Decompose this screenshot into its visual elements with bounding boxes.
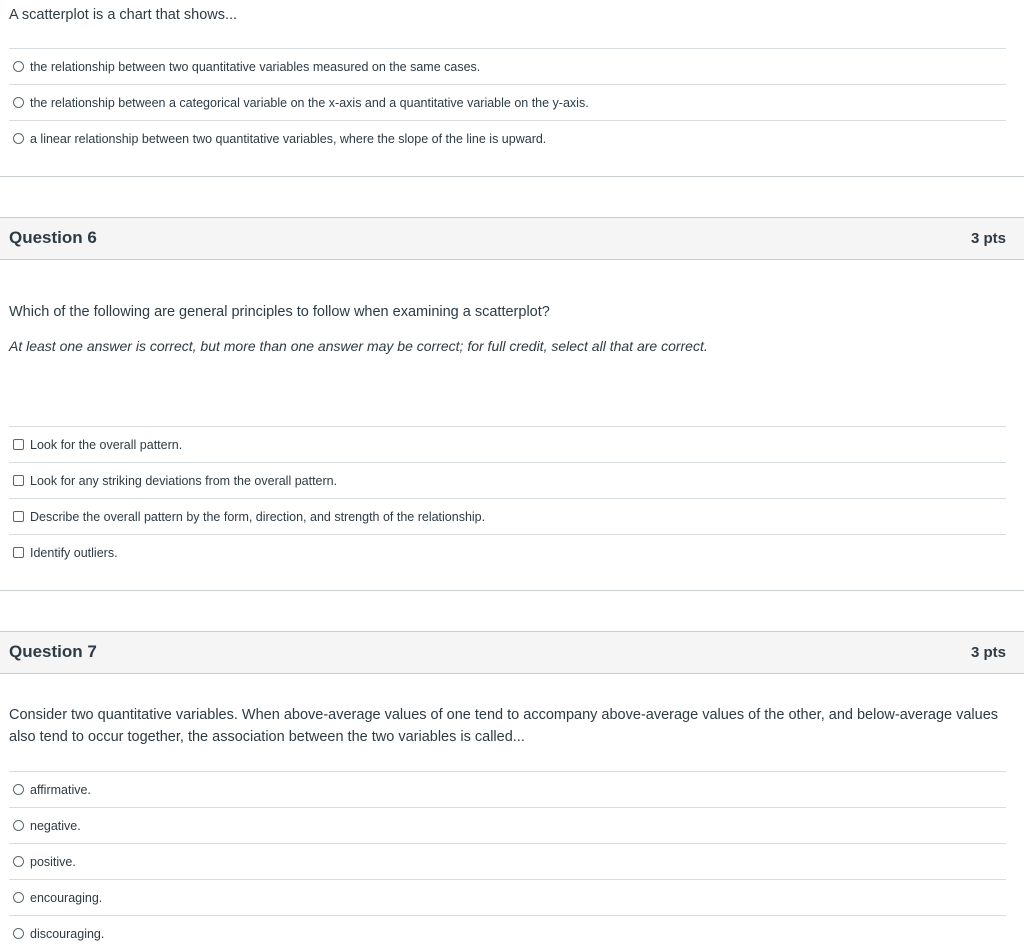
radio-button[interactable] xyxy=(13,820,24,831)
q6-answer-option[interactable] xyxy=(9,426,1006,462)
question-points: 3 pts xyxy=(970,230,1006,247)
q5-answer-option[interactable] xyxy=(9,120,1006,156)
question-separator xyxy=(0,176,1024,177)
question-separator xyxy=(0,590,1024,591)
radio-button[interactable] xyxy=(13,133,24,144)
question-6-instructions: At least one answer is correct, but more than one answer may be correct; for full credit, select all that are correct. xyxy=(9,338,708,354)
answer-label: discouraging. xyxy=(30,926,105,941)
q6-answer-option[interactable] xyxy=(9,534,1006,570)
question-5-answers xyxy=(9,48,1006,156)
checkbox[interactable] xyxy=(13,511,24,522)
answer-label: positive. xyxy=(30,854,76,869)
question-title: Question 7 xyxy=(9,642,97,661)
question-title: Question 6 xyxy=(9,228,97,247)
question-7-header xyxy=(0,631,1024,674)
radio-button[interactable] xyxy=(13,97,24,108)
checkbox[interactable] xyxy=(13,439,24,450)
q5-answer-option[interactable] xyxy=(9,48,1006,84)
answer-label: negative. xyxy=(30,818,81,833)
q7-answer-option[interactable] xyxy=(9,807,1006,843)
radio-button[interactable] xyxy=(13,856,24,867)
answer-label: affirmative. xyxy=(30,782,91,797)
checkbox[interactable] xyxy=(13,475,24,486)
answer-label: Describe the overall pattern by the form, direction, and strength of the relationship. xyxy=(30,509,486,524)
question-7-answers xyxy=(9,771,1006,951)
question-6-header xyxy=(0,217,1024,260)
question-7-text: Consider two quantitative variables. When above-average values of one tend to accompany above-average values of the other, and below-average values also tend to occur together, the association between the two variables is called... xyxy=(9,707,999,745)
radio-button[interactable] xyxy=(13,61,24,72)
question-6-text: Which of the following are general principles to follow when examining a scatterplot? xyxy=(9,304,550,320)
radio-button[interactable] xyxy=(13,892,24,903)
answer-label: encouraging. xyxy=(30,890,103,905)
question-6-answers xyxy=(9,426,1006,570)
answer-label: Look for the overall pattern. xyxy=(30,437,183,452)
q7-answer-option[interactable] xyxy=(9,771,1006,807)
answer-label: the relationship between two quantitative variables measured on the same cases. xyxy=(30,59,481,74)
radio-button[interactable] xyxy=(13,928,24,939)
question-points: 3 pts xyxy=(970,644,1006,661)
q6-answer-option[interactable] xyxy=(9,498,1006,534)
answer-label: the relationship between a categorical variable on the x-axis and a quantitative variable on the y-axis. xyxy=(30,95,589,110)
question-5-text: A scatterplot is a chart that shows... xyxy=(9,7,238,23)
answer-label: a linear relationship between two quantitative variables, where the slope of the line is upward. xyxy=(30,131,547,146)
q7-answer-option[interactable] xyxy=(9,879,1006,915)
radio-button[interactable] xyxy=(13,784,24,795)
checkbox[interactable] xyxy=(13,547,24,558)
q6-answer-option[interactable] xyxy=(9,462,1006,498)
q5-answer-option[interactable] xyxy=(9,84,1006,120)
q7-answer-option[interactable] xyxy=(9,843,1006,879)
answer-label: Identify outliers. xyxy=(30,545,118,560)
q7-answer-option[interactable] xyxy=(9,915,1006,951)
answer-label: Look for any striking deviations from the overall pattern. xyxy=(30,473,338,488)
